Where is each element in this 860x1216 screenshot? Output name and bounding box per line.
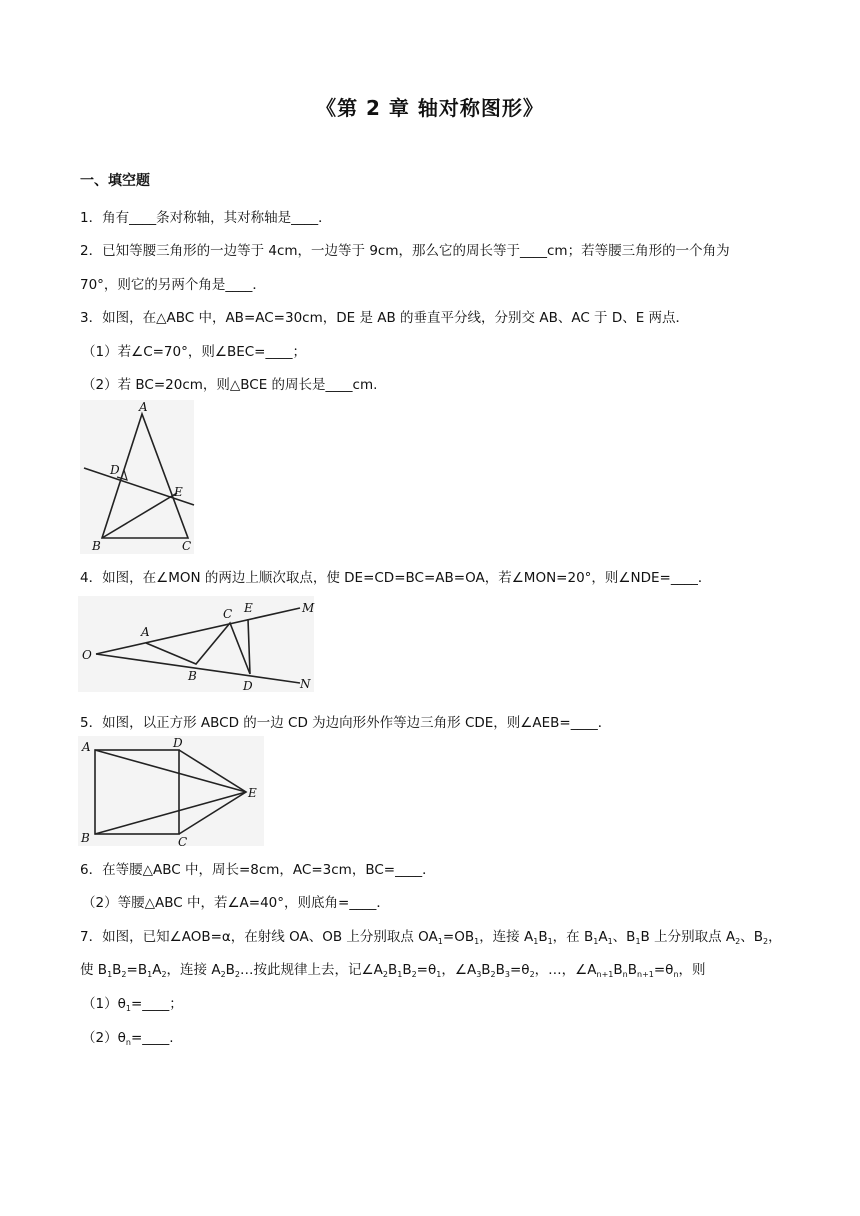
figure-angle-mon — [78, 596, 318, 694]
label-e: E — [248, 786, 257, 800]
label-e: E — [244, 601, 253, 615]
label-d: D — [173, 736, 183, 750]
label-o: O — [82, 648, 92, 662]
question-3: 3．如图，在△ABC 中，AB=AC=30cm，DE 是 AB 的垂直平分线，分别交 AB、AC 于 D、E 两点． — [80, 310, 690, 326]
label-d: D — [110, 463, 120, 477]
label-c: C — [182, 539, 192, 553]
figure-triangle-abc — [80, 398, 200, 556]
label-b: B — [92, 539, 101, 553]
question-7-part-2: $(2)\theta_n=\_\_\_\_$. — [82, 1030, 174, 1047]
question-7-part-1: $(1)\theta_1=\_\_\_\_$； — [82, 996, 183, 1013]
label-m: M — [302, 601, 315, 615]
question-2-line-1: 2．已知等腰三角形的一边等于 4cm，一边等于 9cm，那么它的周长等于____cm；若等腰三角形的一个角为 — [80, 243, 730, 259]
question-3-part-2: （2）若 BC=20cm，则△BCE 的周长是____cm. — [82, 377, 378, 393]
page-title: 《第 2 章 轴对称图形》 — [316, 96, 544, 120]
label-n: N — [300, 677, 311, 691]
label-c: C — [223, 607, 233, 621]
question-7-line-1: 7．如图，已知∠AOB=α，在射线 OA、OB 上分别取点 $OA_1=OB_1$，连接 $A_1B_1$，在 $B_1A_1$、$B_1B$ 上分别取点 $A_2$、$B_2$， — [80, 929, 782, 946]
question-2-line-2: 70°，则它的另两个角是____． — [80, 277, 266, 293]
label-c: C — [178, 835, 188, 848]
section-heading: 一、填空题 — [80, 173, 150, 189]
label-a: A — [141, 625, 150, 639]
question-3-part-1: （1）若∠C=70°，则∠BEC=____； — [82, 344, 306, 360]
label-b: B — [188, 669, 197, 683]
label-d: D — [243, 679, 253, 693]
question-7-line-2: 使 $B_1B_2=B_1A_2$，连接 $A_2B_2\dots$按此规律上去，记$\angle A_2B_1B_2=\theta_1$，$\angle A_3B_2B_3=\theta_2$，…，$\angle A_{n+1}B_nB_{n+1}=\theta_n$，则 — [80, 962, 706, 979]
question-6-part-2: （2）等腰△ABC 中，若∠A=40°，则底角=____． — [82, 895, 390, 911]
figure-square-abcd — [78, 736, 268, 848]
question-1: 1．角有____条对称轴，其对称轴是____． — [80, 210, 332, 226]
label-a: A — [139, 400, 148, 414]
label-e: E — [174, 485, 183, 499]
question-4: 4．如图，在∠MON 的两边上顺次取点，使 DE=CD=BC=AB=OA，若∠MON=20°，则∠NDE=____． — [80, 570, 712, 586]
label-b: B — [81, 831, 90, 845]
label-a: A — [82, 740, 91, 754]
question-6: 6．在等腰△ABC 中，周长=8cm，AC=3cm，BC=____． — [80, 862, 436, 878]
question-5: 5．如图，以正方形 ABCD 的一边 CD 为边向形外作等边三角形 CDE，则∠AEB=____． — [80, 715, 612, 731]
